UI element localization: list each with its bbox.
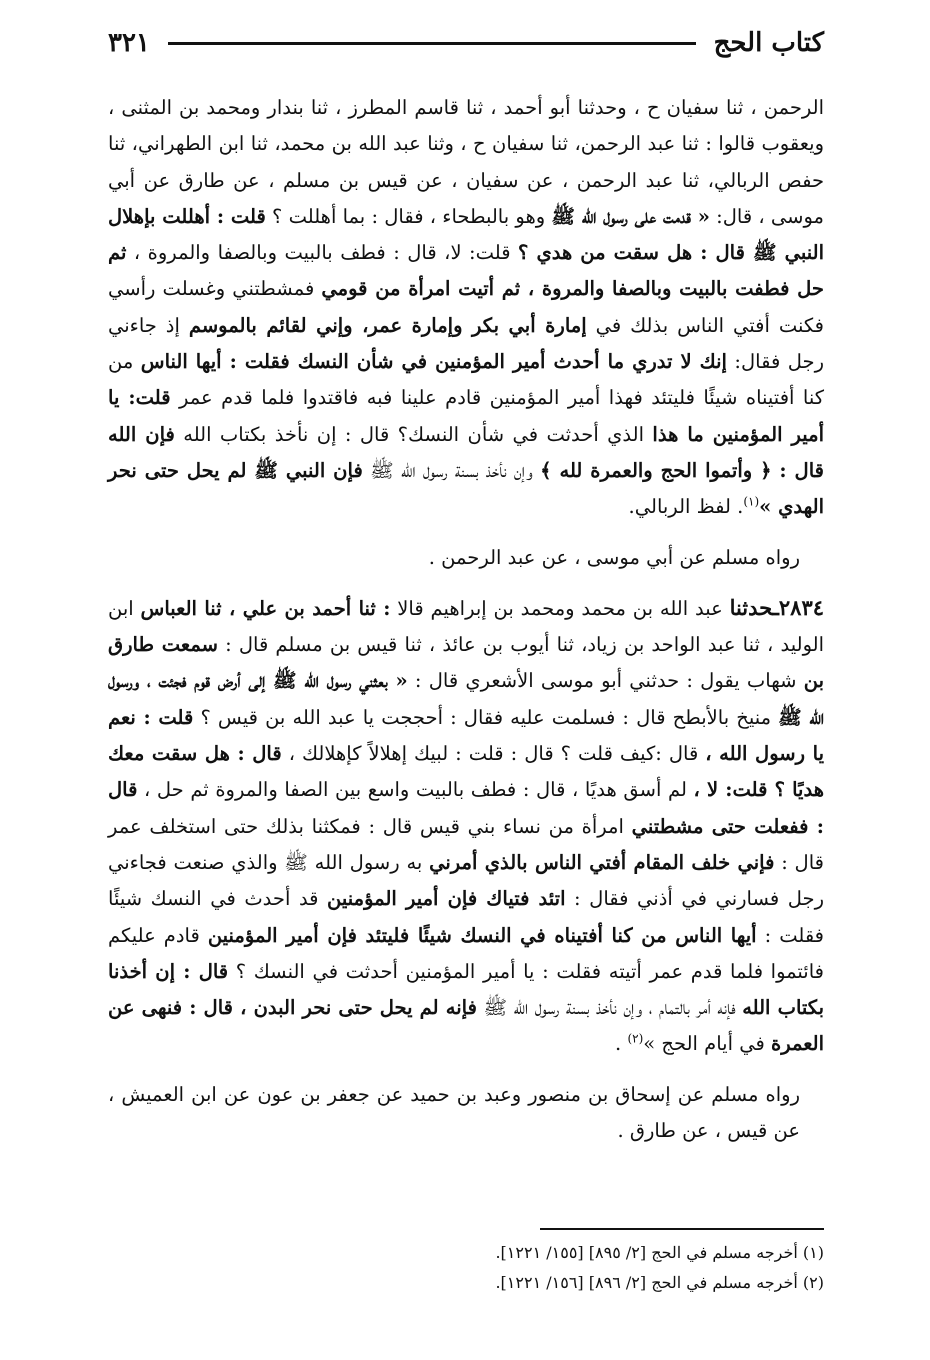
matn-run: : ثنا أحمد بن علي ، ثنا العباس [140,596,391,620]
text-run: قادم عليكم فائتموا فلما قدم عمر أتيته فقلت : يا أمير المؤمنين أحدثت في النسك ؟ [108,923,824,983]
riwaya-note: رواه مسلم عن إسحاق بن منصور وعبد بن حميد عن جعفر بن عون عن ابن العميش ، عن قيس ، عن طارق . [108,1082,800,1143]
text-run: الذي أحدثت في شأن النسك؟ قال : إن نأخذ بكتاب الله [174,422,653,446]
hadith-heading: حدثنا [729,594,773,620]
matn-run: قال : ففعلت حتى مشطتني [108,778,824,838]
text-run: عبد الله بن محمد ومحمد بن إبراهيم قالا [390,596,730,620]
footnotes [108,1238,824,1298]
hadith-number: ٢٨٣٤ـ [772,594,825,620]
matn-run: أيها الناس من كنا أفتيناه في النسك شيئًا فليتئد فإن أمير المؤمنين [207,923,757,947]
text-run: وإن نأخذ بسنة رسول الله ﷺ [362,458,541,482]
footnote-2: (٢) أخرجه مسلم في الحج [٢/ ٨٩٦] [١٥٦/ ١٢٢١]. [495,1273,824,1292]
hadith-paragraph-2834 [108,590,824,1063]
footnote-rule [540,1228,824,1230]
matn-run: قلت : نعم يا رسول الله ، [108,705,825,766]
text-run: لم أسق هديًا ، قال : فطف بالبيت واسع بين الصفا والمروة ثم حل ، [137,778,694,802]
matn-run: قلت: يا أمير المؤمنين ما هذا [108,386,824,446]
text-run: . [615,1032,628,1056]
text-run: امرأة من نساء بني قيس قال : فمكثنا بذلك حتى استخلف عمر قال : [108,814,824,874]
footnote-ref-1[interactable]: (١) [743,494,760,509]
matn-run: قلت : أهللت بإهلال النبي ﷺ قال : هل سقت من هدي ؟ [108,204,824,265]
header-rule [168,42,696,45]
text-run: فإنه أمر بالتمام ، وإن نأخذ بسنة رسول الله ﷺ [476,996,743,1020]
matn-run: ثم حل فطفت بالبيت وبالصفا والمروة ، ثم أتيت امرأة من قومي [108,241,824,301]
text-run: قد أحدث في النسك شيئًا فقلت : [108,887,824,947]
text-run: منيخ بالأبطح قال : فسلمت عليه فقال : أحججت يا عبد الله بن قيس ؟ [193,705,779,729]
text-run: شهاب يقول : حدثني أبو موسى الأشعري قال : [407,669,804,693]
book-title: كتاب الحج [713,28,824,58]
matn-run: سمعت طارق بن [108,633,825,693]
matn-run: « بعثني رسول الله ﷺ إلى أرض قوم فجئت ، ورسول الله ﷺ [108,669,824,729]
matn-run: فإن النبي ﷺ لم يحل حتى نحر الهدي » [108,458,824,519]
matn-run: قال : إن أخذنا بكتاب الله [108,959,824,1020]
page-number: ٣٢١ [108,28,150,58]
matn-run: قال : هل سقت معك هديًا ؟ قلت: لا ، [108,742,824,802]
footnote-ref-2[interactable]: (٢) [627,1031,644,1046]
text-run: الرحمن ، ثنا سفيان ح ، وحدثنا أبو أحمد ، ثنا قاسم المطرز ، ثنا بندار ومحمد بن المثنى ، ويعقوب قالوا : ثنا عبد الرحمن، ثنا سفيان ح ، وثنا عبد الله بن محمد، ثنا ابن الطهراني، ثنا حفص الربالي، ثنا عبد الرحمن ، عن سفيان ، عن قيس بن مسلم ، عن طارق عن أبي موسى ، قال: [108,96,825,228]
matn-run: إمارة أبي بكر وإمارة عمر، وإني لقائم بالموسم [188,313,587,337]
riwaya-note: رواه مسلم عن أبي موسى ، عن عبد الرحمن . [428,545,800,569]
footnote-1: (١) أخرجه مسلم في الحج [٢/ ٨٩٥] [١٥٥/ ١٢٢١]. [495,1243,824,1262]
matn-run: فإن الله قال : ﴿ وأتموا الحج والعمرة لله ﴾ [108,422,824,482]
matn-run: « قدمت على رسول الله ﷺ [551,204,710,228]
text-run: فمشطتني وغسلت رأسي فكنت أفتي الناس بذلك في [108,277,824,337]
text-run: . لفظ الربالي. [628,495,744,519]
hadith-paragraph-continued [108,90,824,526]
main-text [108,90,824,1149]
matn-run: فإني خلف المقام أفتي الناس بالذي أمرني [429,850,775,874]
text-run: قلت: لا، قال : فطف بالبيت وبالصفا والمروة ، [126,241,519,265]
running-header [108,18,824,68]
text-run: وهو بالبطحاء ، فقال : بما أهللت ؟ [265,204,552,228]
text-run: ابن الوليد ، ثنا عبد الواحد بن زياد، ثنا أيوب بن عائذ ، ثنا قيس بن مسلم قال : [108,596,824,657]
text-run: قال :كيف قلت ؟ قال : قلت : لبيك إهلالاً كإهلالك ، [281,742,706,766]
matn-run: فإنه لم يحل حتى نحر البدن ، قال : فنهى عن العمرة [108,996,824,1056]
text-run: إذ جاءني رجل فقال: [108,313,824,374]
text-run: به رسول الله ﷺ والذي صنعت فجاءني رجل فسارني في أذني فقال : [108,850,824,911]
text-run: في أيام الحج » [643,1032,771,1056]
matn-run: إنك لا تدري ما أحدث أمير المؤمنين في شأن النسك فقلت : أيها الناس [140,350,727,374]
matn-run: اتئد فتياك فإن أمير المؤمنين [327,887,566,911]
text-run: من كنا أفتيناه شيئًا فليتئد فهذا أمير المؤمنين قادم علينا فبه فاقتدوا فلما قدم عمر [108,350,825,410]
